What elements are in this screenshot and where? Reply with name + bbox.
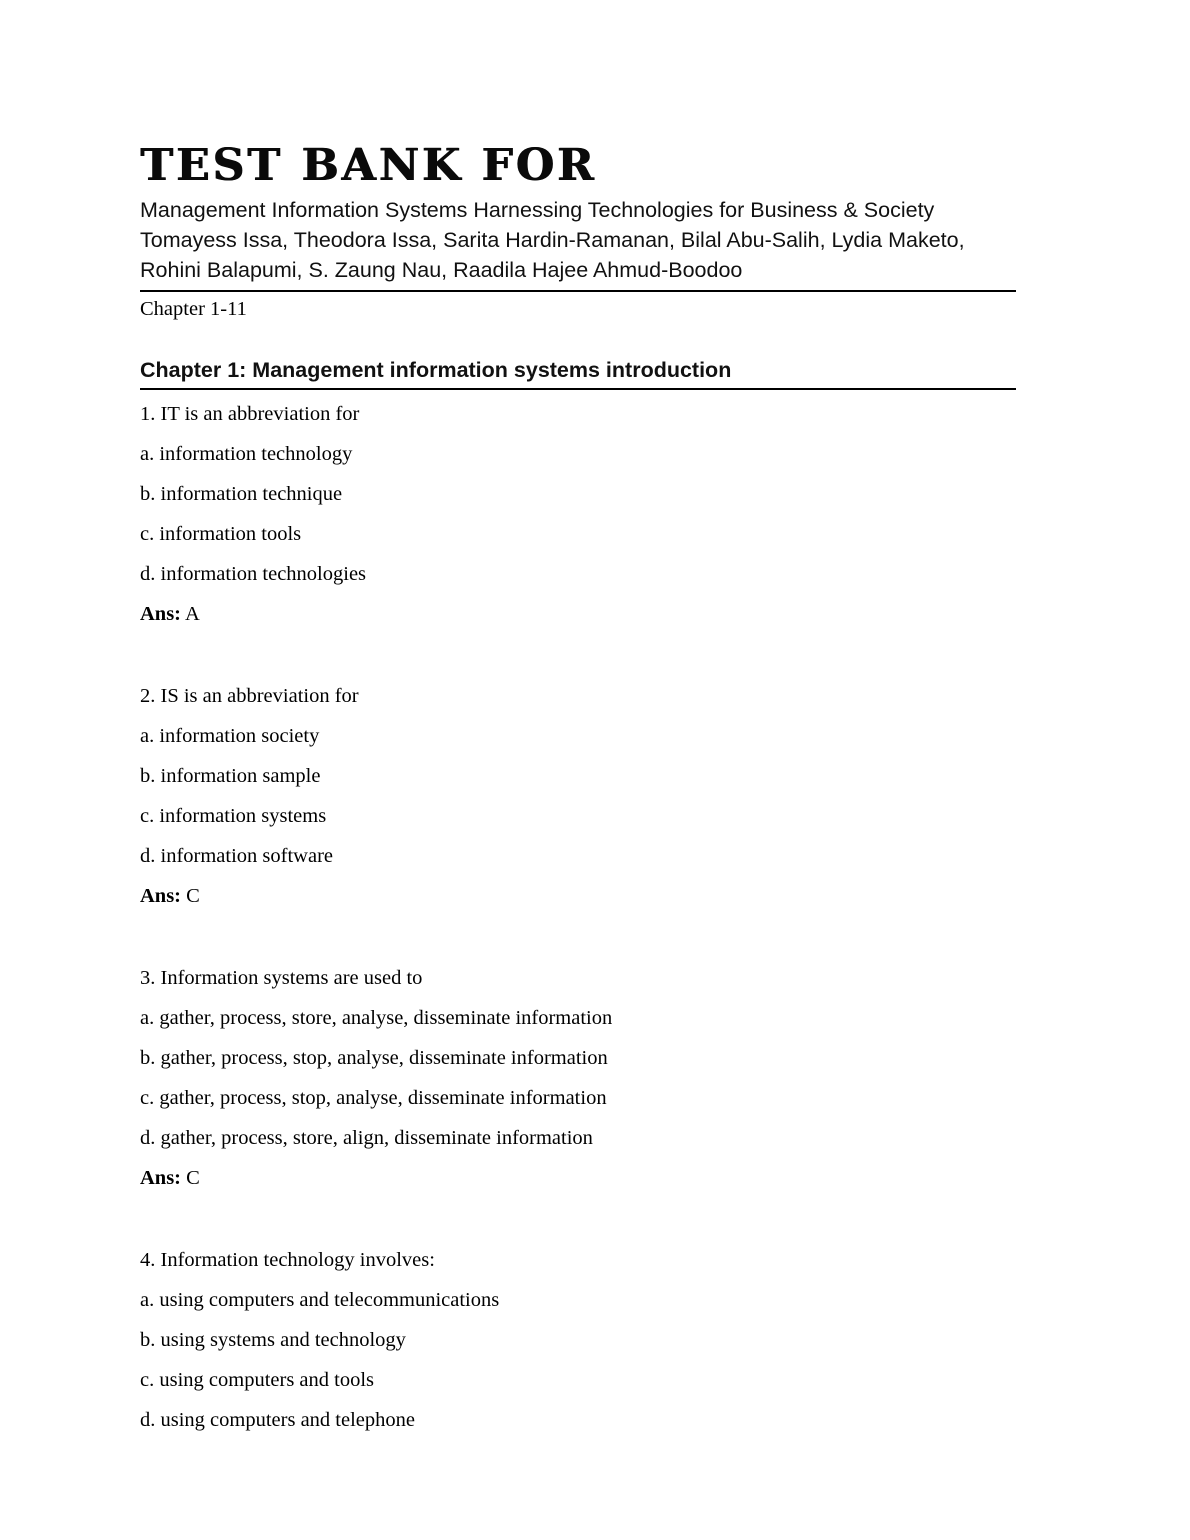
question-block — [140, 1240, 1016, 1440]
question-block — [140, 676, 1016, 916]
answer-label: Ans: — [140, 1167, 182, 1190]
questions-list — [140, 394, 1016, 1440]
option-item: b. information sample — [140, 765, 321, 788]
option-item: d. using computers and telephone — [140, 1409, 415, 1432]
answer-line — [140, 876, 1016, 916]
question-text: 2. IS is an abbreviation for — [140, 685, 359, 708]
option-item: b. gather, process, stop, analyse, disseminate information — [140, 1047, 608, 1070]
option-item: a. information society — [140, 725, 320, 748]
question-text: 3. Information systems are used to — [140, 967, 423, 990]
answer-label: Ans: — [140, 885, 182, 908]
question-block — [140, 958, 1016, 1198]
section-heading: Chapter 1: Management information systems introduction — [140, 358, 732, 383]
option-item: d. information technologies — [140, 563, 367, 586]
answer-line — [140, 594, 1016, 634]
option-item: a. gather, process, store, analyse, disseminate information — [140, 1007, 613, 1030]
option-item: d. gather, process, store, align, disseminate information — [140, 1127, 593, 1150]
document-content — [140, 140, 1016, 1440]
option-item: c. information systems — [140, 805, 327, 828]
answer-label: Ans: — [140, 603, 182, 626]
question-block — [140, 394, 1016, 634]
page-title: TEST BANK FOR — [140, 140, 597, 191]
answer-line — [140, 1158, 1016, 1198]
option-item: c. gather, process, stop, analyse, disseminate information — [140, 1087, 607, 1110]
option-item: d. information software — [140, 845, 333, 868]
answer-value: C — [181, 885, 200, 908]
option-item: c. information tools — [140, 523, 302, 546]
option-item: c. using computers and tools — [140, 1369, 375, 1392]
option-item: b. information technique — [140, 483, 343, 506]
chapter-range: Chapter 1-11 — [140, 298, 247, 321]
section-heading-block — [140, 357, 1016, 390]
answer-value: A — [181, 603, 200, 626]
option-item: b. using systems and technology — [140, 1329, 406, 1352]
option-item: a. using computers and telecommunications — [140, 1289, 500, 1312]
book-subtitle-authors: Management Information Systems Harnessing Technologies for Business & Society Tomayess Issa, Theodora Issa, Sarita Hardin-Ramanan, Bilal Abu-Salih, Lydia Maketo, Rohini Balapumi, S. Zaung Nau, Raadila Hajee Ahmud-Boodoo — [140, 198, 965, 283]
answer-value: C — [181, 1167, 200, 1190]
option-item: a. information technology — [140, 443, 353, 466]
subtitle-block — [140, 195, 1016, 292]
question-text: 1. IT is an abbreviation for — [140, 403, 360, 426]
question-text: 4. Information technology involves: — [140, 1249, 435, 1272]
